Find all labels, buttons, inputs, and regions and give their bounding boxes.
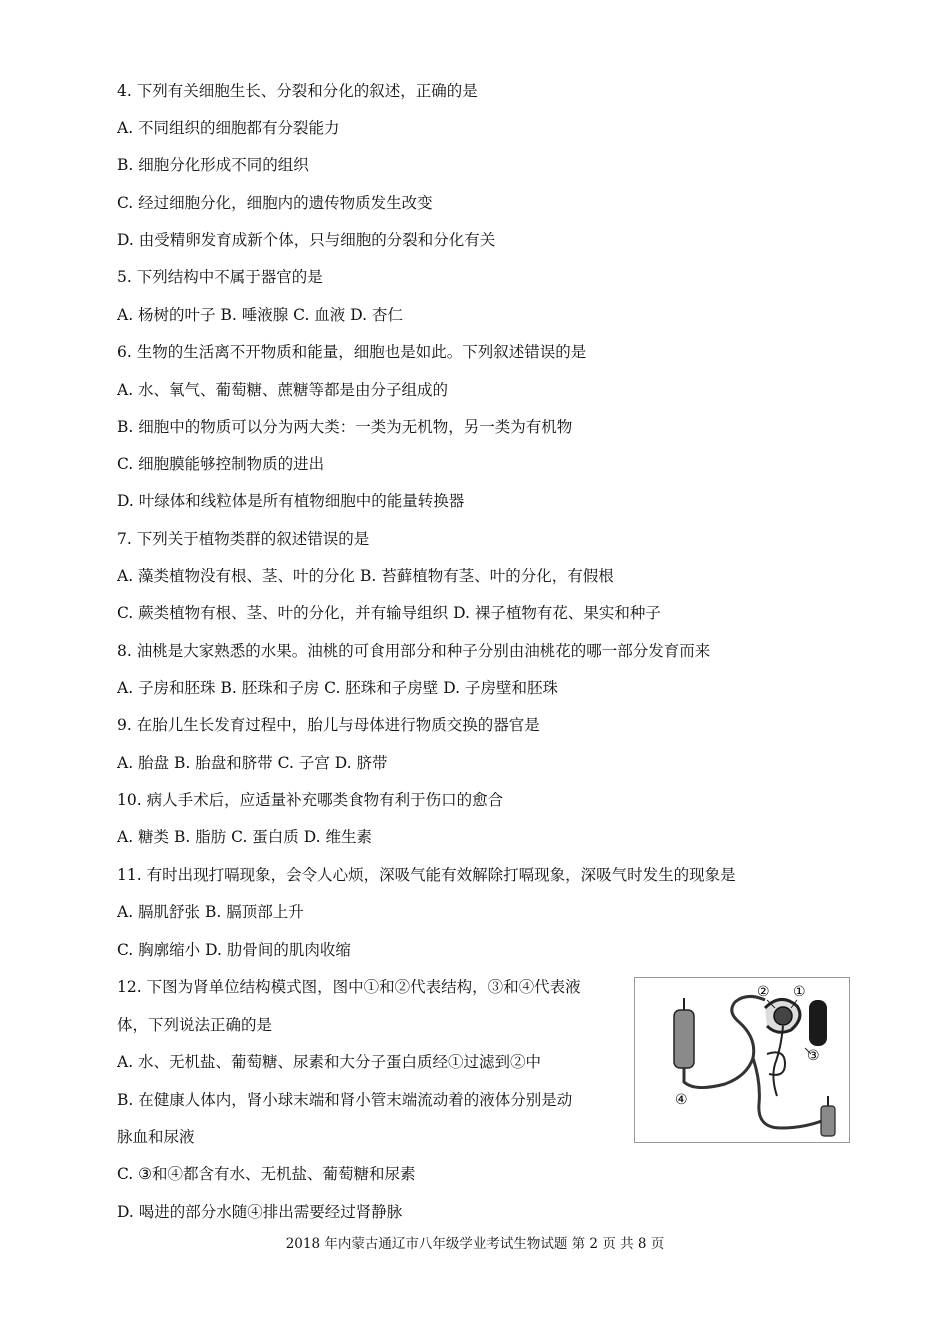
- question-5-stem: 5. 下列结构中不属于器官的是: [117, 268, 323, 286]
- nephron-diagram: [634, 977, 850, 1143]
- question-12-option-d: D. 喝进的部分水随④排出需要经过肾静脉: [117, 1203, 403, 1221]
- question-6-option-a: A. 水、氧气、葡萄糖、蔗糖等都是由分子组成的: [117, 381, 449, 399]
- question-11-options-ab: A. 膈肌舒张 B. 膈顶部上升: [117, 903, 304, 921]
- question-6-option-b: B. 细胞中的物质可以分为两大类：一类为无机物，另一类为有机物: [117, 418, 573, 436]
- glomerulus: [774, 1007, 792, 1025]
- renal-tubule: [684, 996, 765, 1087]
- question-9-stem: 9. 在胎儿生长发育过程中，胎儿与母体进行物质交换的器官是: [117, 716, 540, 734]
- question-4-stem: 4. 下列有关细胞生长、分裂和分化的叙述，正确的是: [117, 82, 478, 100]
- collecting-duct: [753, 1058, 829, 1128]
- efferent-vessel: [773, 1026, 783, 1096]
- question-12-stem-line-2: 体，下列说法正确的是: [117, 1016, 273, 1034]
- question-7-stem: 7. 下列关于植物类群的叙述错误的是: [117, 530, 370, 548]
- right-cylinder: [821, 1106, 835, 1136]
- question-11-options-cd: C. 胸廓缩小 D. 肋骨间的肌肉收缩: [117, 941, 351, 959]
- question-4-option-d: D. 由受精卵发育成新个体，只与细胞的分裂和分化有关: [117, 231, 496, 249]
- question-8-stem: 8. 油桃是大家熟悉的水果。油桃的可食用部分和种子分别由油桃花的哪一部分发育而来: [117, 642, 711, 660]
- question-6-option-d: D. 叶绿体和线粒体是所有植物细胞中的能量转换器: [117, 492, 465, 510]
- page-footer: 2018 年内蒙古通辽市八年级学业考试生物试题 第 2 页 共 8 页: [285, 1236, 665, 1252]
- question-4-option-b: B. 细胞分化形成不同的组织: [117, 156, 309, 174]
- figure-label-3: ③: [807, 1048, 820, 1064]
- question-12-option-c: C. ③和④都含有水、无机盐、葡萄糖和尿素: [117, 1165, 416, 1183]
- blood-vessel-right: [809, 1000, 827, 1046]
- question-4-option-a: A. 不同组织的细胞都有分裂能力: [117, 119, 340, 137]
- question-7-options-ab: A. 藻类植物没有根、茎、叶的分化 B. 苔藓植物有茎、叶的分化，有假根: [117, 567, 614, 585]
- figure-label-2: ②: [757, 984, 770, 1000]
- question-5-options: A. 杨树的叶子 B. 唾液腺 C. 血液 D. 杏仁: [117, 306, 403, 324]
- question-6-stem: 6. 生物的生活离不开物质和能量，细胞也是如此。下列叙述错误的是: [117, 343, 587, 361]
- left-cylinder: [674, 1010, 694, 1068]
- question-8-options: A. 子房和胚珠 B. 胚珠和子房 C. 胚珠和子房壁 D. 子房壁和胚珠: [117, 679, 558, 697]
- question-11-stem: 11. 有时出现打嗝现象，会令人心烦，深吸气能有效解除打嗝现象，深吸气时发生的现象是: [117, 866, 736, 884]
- question-6-option-c: C. 细胞膜能够控制物质的进出: [117, 455, 325, 473]
- nephron-diagram-svg: [635, 978, 849, 1142]
- question-10-options: A. 糖类 B. 脂肪 C. 蛋白质 D. 维生素: [117, 828, 372, 846]
- question-4-option-c: C. 经过细胞分化，细胞内的遗传物质发生改变: [117, 194, 433, 212]
- question-12-stem-line-1: 12. 下图为肾单位结构模式图，图中①和②代表结构，③和④代表液: [117, 978, 581, 996]
- question-12-option-b: B. 在健康人体内，肾小球末端和肾小管末端流动着的液体分别是动: [117, 1091, 573, 1109]
- figure-label-1: ①: [793, 984, 806, 1000]
- question-10-stem: 10. 病人手术后，应适量补充哪类食物有利于伤口的愈合: [117, 791, 504, 809]
- question-9-options: A. 胎盘 B. 胎盘和脐带 C. 子宫 D. 脐带: [117, 754, 388, 772]
- question-12-option-a: A. 水、无机盐、葡萄糖、尿素和大分子蛋白质经①过滤到②中: [117, 1053, 542, 1071]
- figure-label-4: ④: [675, 1092, 688, 1108]
- question-12-option-b-cont: 脉血和尿液: [117, 1128, 195, 1146]
- question-7-options-cd: C. 蕨类植物有根、茎、叶的分化，并有输导组织 D. 裸子植物有花、果实和种子: [117, 604, 661, 622]
